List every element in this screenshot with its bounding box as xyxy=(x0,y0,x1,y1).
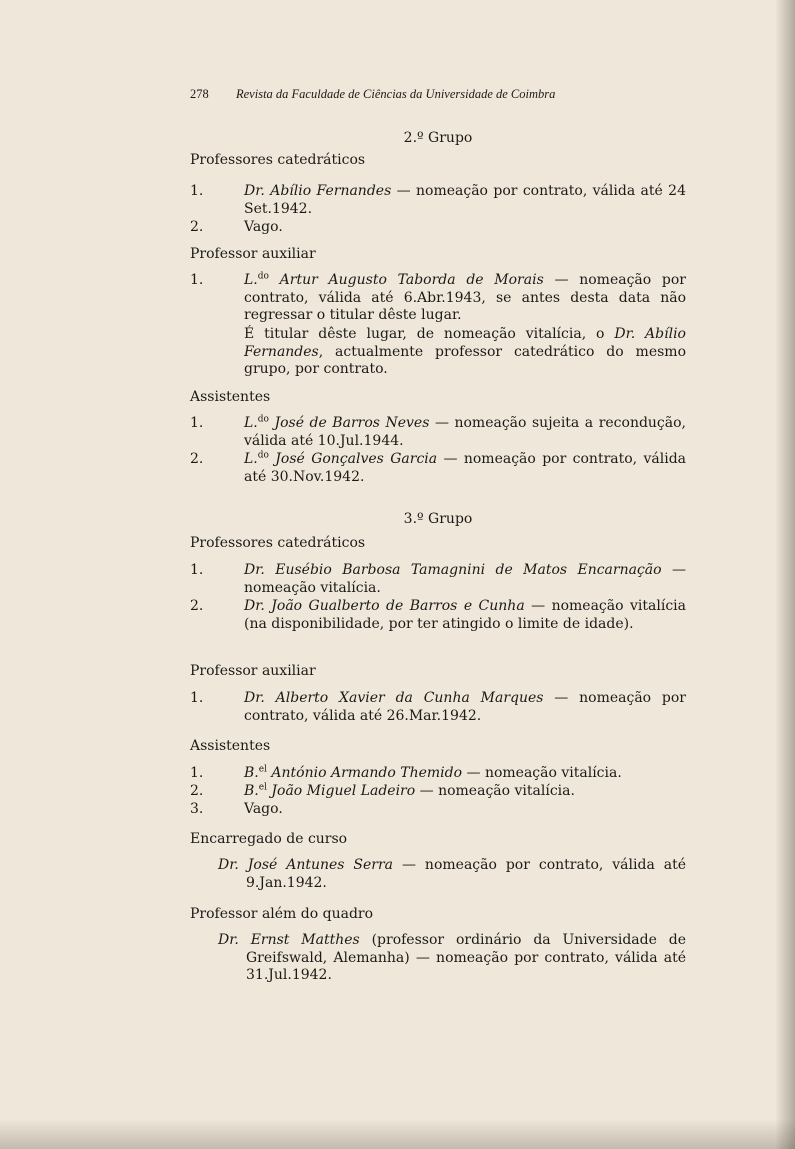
item-number: 2. xyxy=(190,598,204,614)
group-3-auxiliar-heading: Professor auxiliar xyxy=(190,663,316,679)
title-abbr: L. xyxy=(244,272,258,288)
person-name: António Armando Themido xyxy=(266,765,463,781)
group-2-catedraticos-heading: Professores catedráticos xyxy=(190,152,366,168)
group-3-catedraticos-heading: Professores catedráticos xyxy=(190,535,366,551)
note-paragraph: É titular dêste lugar, de nomeação vitalícia, o Dr. Abílio Fernandes, actualmente professor catedrático do mesmo grupo, por contrato. xyxy=(244,326,686,377)
person-name: Dr. João Gualberto de Barros e Cunha xyxy=(244,598,525,614)
group-3-assistentes-heading: Assistentes xyxy=(190,738,271,754)
person-name: João Miguel Ladeiro xyxy=(266,783,416,799)
item-number: 2. xyxy=(190,219,204,235)
group-3-alem-quadro-heading: Professor além do quadro xyxy=(190,906,374,922)
item-text: Vago. xyxy=(244,801,283,817)
item-number: 2. xyxy=(190,783,204,799)
journal-title: Revista da Faculdade de Ciências da Universidade de Coimbra xyxy=(236,87,556,101)
page-number: 278 xyxy=(190,87,209,101)
alem-quadro-entry: Dr. Ernst Matthes (professor ordinário da Universidade de Greifswald, Alemanha) — nomeação por contrato, válida até 31.Jul.1942. xyxy=(218,932,687,983)
item-number: 1. xyxy=(190,183,204,199)
item-text: Dr. Alberto Xavier da Cunha Marques — nomeação por contrato, válida até 26.Mar.1942. xyxy=(244,690,686,724)
page-bottom-shadow xyxy=(0,1119,795,1149)
person-name: Dr. José Antunes Serra xyxy=(218,857,394,873)
item-text: L.$^{do}$ José de Barros Neves — nomeação sujeita a recondução, válida até 10.Jul.1944. xyxy=(244,414,687,449)
item-text: Dr. Eusébio Barbosa Tamagnini de Matos Encarnação — nomeação vitalícia. xyxy=(244,562,686,596)
title-abbr: B. xyxy=(244,783,259,799)
person-name: José Gonçalves Garcia xyxy=(268,451,438,467)
title-abbr: L. xyxy=(244,415,258,431)
item-number: 3. xyxy=(190,801,204,817)
group-3-title: 3.º Grupo xyxy=(403,511,473,527)
item-text: L.$^{do}$ Artur Augusto Taborda de Morais — nomeação por contrato, válida até 6.Abr.1943, se antes desta data não regressar o titular dêste lugar. xyxy=(244,271,686,323)
item-text: B.$^{el}$ António Armando Themido — nomeação vitalícia. xyxy=(244,764,622,781)
title-abbr: L. xyxy=(244,451,258,467)
group-2-title: 2.º Grupo xyxy=(403,130,473,146)
item-number: 1. xyxy=(190,765,204,781)
person-name: Dr. Eusébio Barbosa Tamagnini de Matos Encarnação xyxy=(244,562,662,578)
group-2-assistentes-heading: Assistentes xyxy=(190,389,271,405)
title-abbr: B. xyxy=(244,765,259,781)
item-number: 1. xyxy=(190,690,204,706)
item-text: Vago. xyxy=(244,219,283,235)
person-name: Dr. Abílio Fernandes xyxy=(244,183,392,199)
item-number: 1. xyxy=(190,272,204,288)
person-name: José de Barros Neves xyxy=(268,415,430,431)
item-number: 1. xyxy=(190,562,204,578)
person-name: Dr. Alberto Xavier da Cunha Marques xyxy=(244,690,544,706)
person-name: Dr. Ernst Matthes xyxy=(218,932,360,948)
encarregado-entry: Dr. José Antunes Serra — nomeação por contrato, válida até 9.Jan.1942. xyxy=(218,857,686,891)
item-text: Dr. João Gualberto de Barros e Cunha — nomeação vitalícia (na disponibilidade, por ter atingido o limite de idade). xyxy=(244,598,686,632)
page-edge-shadow xyxy=(775,0,795,1149)
person-name: Artur Augusto Taborda de Morais xyxy=(268,272,544,288)
item-number: 1. xyxy=(190,415,204,431)
item-text: L.$^{do}$ José Gonçalves Garcia — nomeação por contrato, válida até 30.Nov.1942. xyxy=(244,450,687,485)
item-number: 2. xyxy=(190,451,204,467)
group-2-auxiliar-heading: Professor auxiliar xyxy=(190,246,316,262)
group-3-encarregado-heading: Encarregado de curso xyxy=(190,831,348,847)
person-name: Dr. Abílio Fernandes xyxy=(244,326,686,360)
item-text: Dr. Abílio Fernandes — nomeação por contrato, válida até 24 Set.1942. xyxy=(244,183,686,217)
item-text: B.$^{el}$ João Miguel Ladeiro — nomeação vitalícia. xyxy=(244,782,575,799)
